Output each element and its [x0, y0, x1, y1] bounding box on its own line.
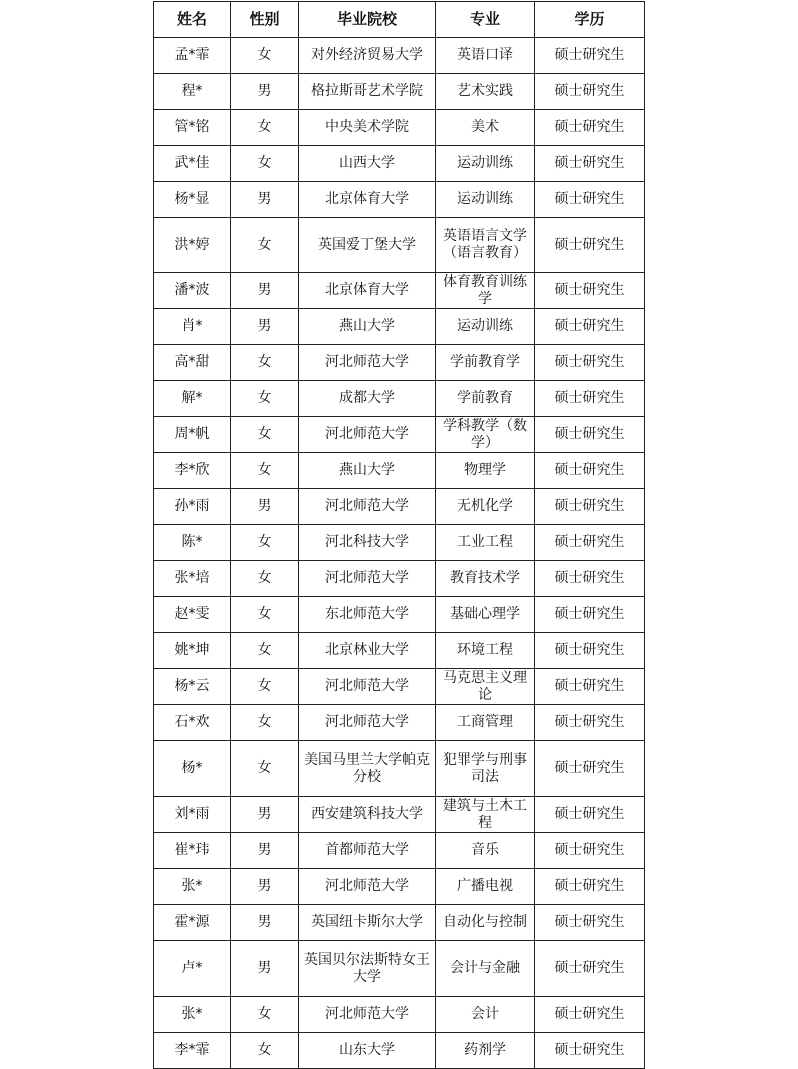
- cell-degree: 硕士研究生: [535, 633, 645, 669]
- cell-name: 孙*雨: [154, 489, 231, 525]
- cell-gender: 女: [231, 381, 299, 417]
- table-row: [154, 74, 645, 110]
- cell-major: 学前教育学: [436, 345, 535, 381]
- cell-school: 河北师范大学: [299, 345, 436, 381]
- cell-school: 美国马里兰大学帕克分校: [299, 741, 436, 797]
- cell-major: 物理学: [436, 453, 535, 489]
- cell-name: 霍*源: [154, 905, 231, 941]
- cell-degree: 硕士研究生: [535, 146, 645, 182]
- table-row: [154, 797, 645, 833]
- table-row: [154, 381, 645, 417]
- cell-degree: 硕士研究生: [535, 38, 645, 74]
- cell-degree: 硕士研究生: [535, 705, 645, 741]
- cell-gender: 女: [231, 146, 299, 182]
- cell-degree: 硕士研究生: [535, 273, 645, 309]
- cell-degree: 硕士研究生: [535, 525, 645, 561]
- cell-gender: 男: [231, 941, 299, 997]
- cell-name: 李*霏: [154, 1033, 231, 1069]
- cell-gender: 女: [231, 453, 299, 489]
- cell-name: 杨*显: [154, 182, 231, 218]
- cell-school: 东北师范大学: [299, 597, 436, 633]
- table-row: [154, 309, 645, 345]
- cell-major: 马克思主义理论: [436, 669, 535, 705]
- cell-gender: 男: [231, 182, 299, 218]
- cell-degree: 硕士研究生: [535, 905, 645, 941]
- cell-name: 赵*雯: [154, 597, 231, 633]
- cell-major: 会计: [436, 997, 535, 1033]
- cell-school: 西安建筑科技大学: [299, 797, 436, 833]
- cell-gender: 女: [231, 417, 299, 453]
- cell-major: 会计与金融: [436, 941, 535, 997]
- cell-gender: 女: [231, 218, 299, 273]
- table-row: [154, 218, 645, 273]
- cell-name: 洪*婷: [154, 218, 231, 273]
- cell-degree: 硕士研究生: [535, 110, 645, 146]
- cell-school: 河北师范大学: [299, 561, 436, 597]
- cell-name: 张*: [154, 997, 231, 1033]
- cell-gender: 女: [231, 633, 299, 669]
- cell-degree: 硕士研究生: [535, 218, 645, 273]
- cell-gender: 女: [231, 741, 299, 797]
- table-row: [154, 525, 645, 561]
- cell-name: 解*: [154, 381, 231, 417]
- cell-name: 武*佳: [154, 146, 231, 182]
- cell-major: 环境工程: [436, 633, 535, 669]
- table-row: [154, 705, 645, 741]
- cell-major: 运动训练: [436, 182, 535, 218]
- cell-major: 自动化与控制: [436, 905, 535, 941]
- graduate-table: [153, 1, 645, 1069]
- table-row: [154, 597, 645, 633]
- cell-gender: 女: [231, 345, 299, 381]
- table-row: [154, 905, 645, 941]
- cell-name: 张*培: [154, 561, 231, 597]
- cell-name: 刘*雨: [154, 797, 231, 833]
- cell-degree: 硕士研究生: [535, 797, 645, 833]
- cell-major: 基础心理学: [436, 597, 535, 633]
- cell-name: 崔*玮: [154, 833, 231, 869]
- cell-major: 建筑与土木工程: [436, 797, 535, 833]
- cell-major: 药剂学: [436, 1033, 535, 1069]
- cell-name: 孟*霏: [154, 38, 231, 74]
- cell-name: 高*甜: [154, 345, 231, 381]
- table-row: [154, 561, 645, 597]
- cell-major: 教育技术学: [436, 561, 535, 597]
- cell-degree: 硕士研究生: [535, 182, 645, 218]
- cell-name: 卢*: [154, 941, 231, 997]
- cell-degree: 硕士研究生: [535, 417, 645, 453]
- cell-major: 艺术实践: [436, 74, 535, 110]
- cell-school: 河北师范大学: [299, 669, 436, 705]
- cell-school: 山西大学: [299, 146, 436, 182]
- cell-major: 无机化学: [436, 489, 535, 525]
- cell-degree: 硕士研究生: [535, 741, 645, 797]
- header-major: 专业: [436, 2, 535, 38]
- table-row: [154, 453, 645, 489]
- cell-gender: 男: [231, 489, 299, 525]
- cell-gender: 女: [231, 561, 299, 597]
- cell-degree: 硕士研究生: [535, 869, 645, 905]
- cell-gender: 男: [231, 905, 299, 941]
- table-row: [154, 669, 645, 705]
- cell-school: 北京体育大学: [299, 273, 436, 309]
- cell-name: 杨*: [154, 741, 231, 797]
- cell-school: 河北科技大学: [299, 525, 436, 561]
- cell-name: 肖*: [154, 309, 231, 345]
- cell-major: 体育教育训练学: [436, 273, 535, 309]
- table-row: [154, 273, 645, 309]
- table-body: [154, 38, 645, 1069]
- cell-major: 广播电视: [436, 869, 535, 905]
- table-row: [154, 741, 645, 797]
- cell-school: 英国爱丁堡大学: [299, 218, 436, 273]
- cell-major: 美术: [436, 110, 535, 146]
- cell-name: 周*帆: [154, 417, 231, 453]
- cell-degree: 硕士研究生: [535, 941, 645, 997]
- header-school: 毕业院校: [299, 2, 436, 38]
- header-degree: 学历: [535, 2, 645, 38]
- cell-gender: 女: [231, 110, 299, 146]
- cell-school: 河北师范大学: [299, 417, 436, 453]
- cell-name: 李*欣: [154, 453, 231, 489]
- cell-school: 北京体育大学: [299, 182, 436, 218]
- cell-school: 河北师范大学: [299, 997, 436, 1033]
- table-row: [154, 633, 645, 669]
- cell-major: 英语语言文学（语言教育）: [436, 218, 535, 273]
- table-row: [154, 345, 645, 381]
- cell-degree: 硕士研究生: [535, 1033, 645, 1069]
- cell-name: 杨*云: [154, 669, 231, 705]
- table-row: [154, 489, 645, 525]
- header-name: 姓名: [154, 2, 231, 38]
- cell-degree: 硕士研究生: [535, 381, 645, 417]
- table-row: [154, 182, 645, 218]
- table-row: [154, 1033, 645, 1069]
- cell-school: 北京林业大学: [299, 633, 436, 669]
- cell-major: 学科教学（数学）: [436, 417, 535, 453]
- cell-school: 燕山大学: [299, 309, 436, 345]
- table-row: [154, 110, 645, 146]
- cell-degree: 硕士研究生: [535, 833, 645, 869]
- cell-gender: 男: [231, 74, 299, 110]
- table-row: [154, 146, 645, 182]
- cell-major: 工业工程: [436, 525, 535, 561]
- cell-school: 中央美术学院: [299, 110, 436, 146]
- cell-school: 首都师范大学: [299, 833, 436, 869]
- cell-name: 陈*: [154, 525, 231, 561]
- cell-degree: 硕士研究生: [535, 74, 645, 110]
- cell-gender: 女: [231, 1033, 299, 1069]
- cell-school: 对外经济贸易大学: [299, 38, 436, 74]
- cell-name: 张*: [154, 869, 231, 905]
- cell-school: 河北师范大学: [299, 869, 436, 905]
- cell-name: 潘*波: [154, 273, 231, 309]
- cell-gender: 男: [231, 833, 299, 869]
- header-row: [154, 2, 645, 38]
- cell-school: 格拉斯哥艺术学院: [299, 74, 436, 110]
- cell-degree: 硕士研究生: [535, 561, 645, 597]
- cell-gender: 男: [231, 797, 299, 833]
- cell-name: 姚*坤: [154, 633, 231, 669]
- cell-school: 英国纽卡斯尔大学: [299, 905, 436, 941]
- cell-school: 成都大学: [299, 381, 436, 417]
- cell-gender: 女: [231, 525, 299, 561]
- cell-degree: 硕士研究生: [535, 597, 645, 633]
- table-row: [154, 417, 645, 453]
- header-gender: 性别: [231, 2, 299, 38]
- cell-degree: 硕士研究生: [535, 997, 645, 1033]
- cell-degree: 硕士研究生: [535, 669, 645, 705]
- cell-major: 运动训练: [436, 309, 535, 345]
- cell-major: 运动训练: [436, 146, 535, 182]
- cell-name: 程*: [154, 74, 231, 110]
- cell-school: 河北师范大学: [299, 705, 436, 741]
- cell-degree: 硕士研究生: [535, 345, 645, 381]
- cell-school: 河北师范大学: [299, 489, 436, 525]
- cell-gender: 男: [231, 273, 299, 309]
- cell-gender: 女: [231, 705, 299, 741]
- cell-school: 燕山大学: [299, 453, 436, 489]
- cell-degree: 硕士研究生: [535, 453, 645, 489]
- cell-gender: 女: [231, 669, 299, 705]
- cell-gender: 女: [231, 997, 299, 1033]
- cell-major: 音乐: [436, 833, 535, 869]
- cell-major: 英语口译: [436, 38, 535, 74]
- table-row: [154, 869, 645, 905]
- cell-school: 山东大学: [299, 1033, 436, 1069]
- cell-name: 管*铭: [154, 110, 231, 146]
- cell-major: 犯罪学与刑事司法: [436, 741, 535, 797]
- cell-major: 学前教育: [436, 381, 535, 417]
- cell-major: 工商管理: [436, 705, 535, 741]
- cell-gender: 男: [231, 869, 299, 905]
- cell-degree: 硕士研究生: [535, 309, 645, 345]
- table-row: [154, 941, 645, 997]
- cell-gender: 男: [231, 309, 299, 345]
- table-row: [154, 38, 645, 74]
- table-row: [154, 997, 645, 1033]
- cell-gender: 女: [231, 597, 299, 633]
- table-row: [154, 833, 645, 869]
- cell-gender: 女: [231, 38, 299, 74]
- cell-school: 英国贝尔法斯特女王大学: [299, 941, 436, 997]
- cell-degree: 硕士研究生: [535, 489, 645, 525]
- cell-name: 石*欢: [154, 705, 231, 741]
